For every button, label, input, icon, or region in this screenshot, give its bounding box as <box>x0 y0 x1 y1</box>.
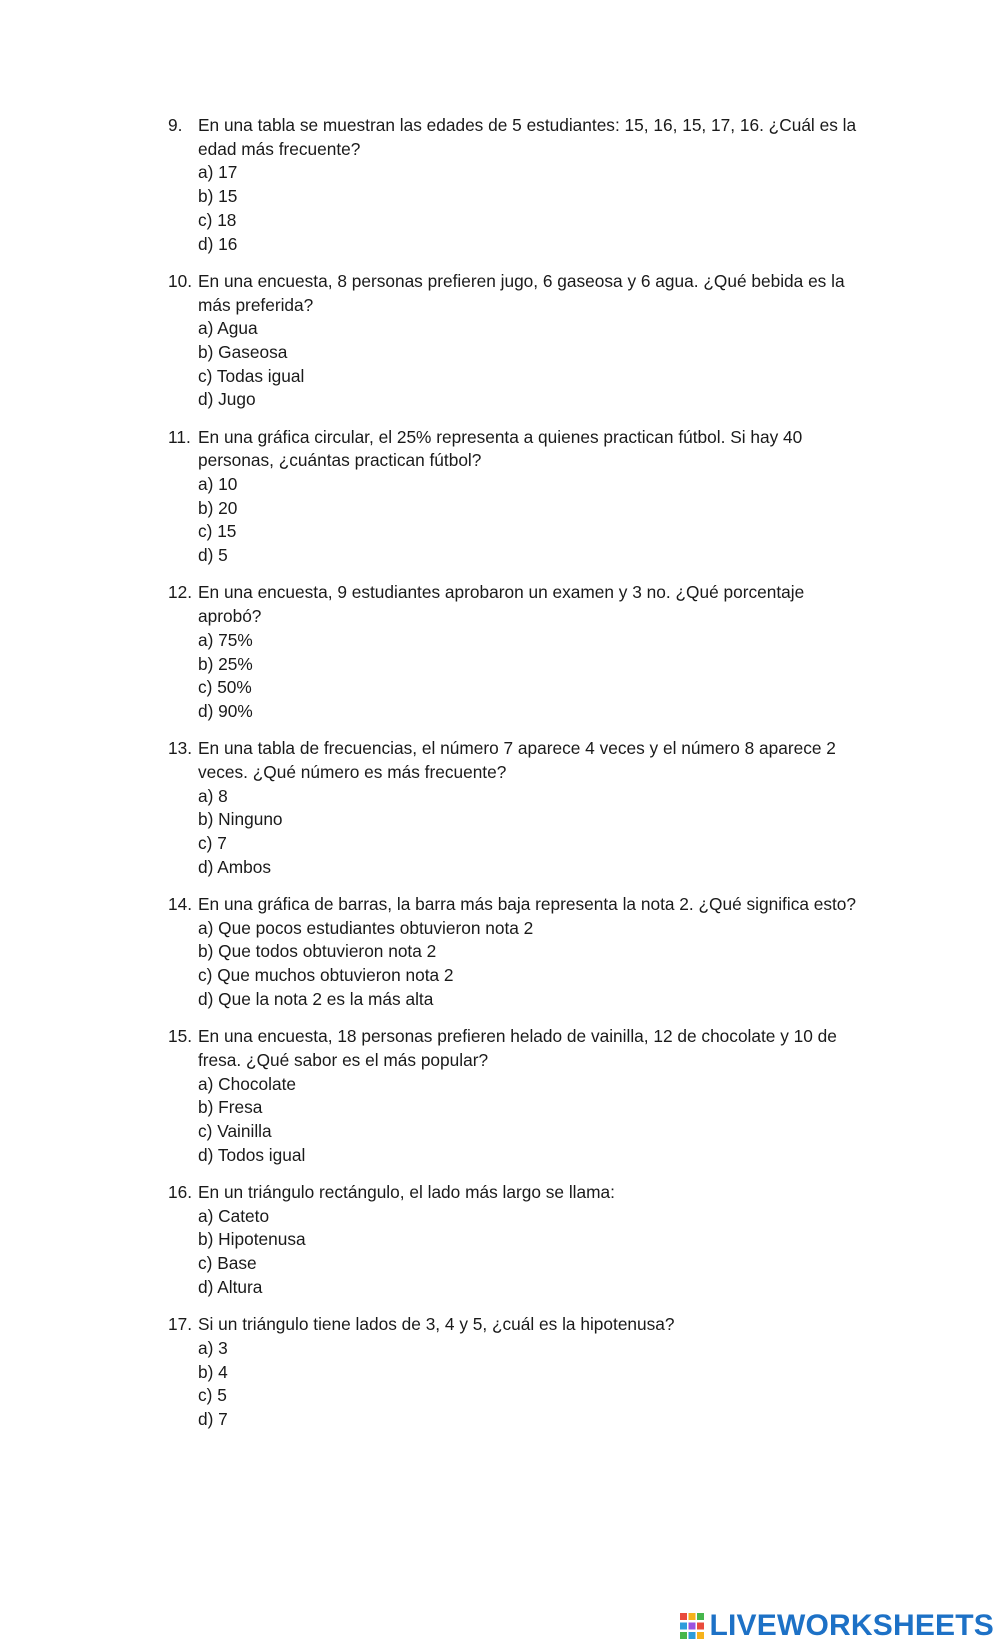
brand-name: LIVEWORKSHEETS <box>709 1609 994 1642</box>
liveworksheets-logo-icon <box>680 1613 704 1639</box>
answer-option: c) 50% <box>198 677 252 698</box>
question-item <box>168 270 858 412</box>
answer-option: b) 25% <box>198 653 253 674</box>
question-number: 16. <box>168 1181 193 1202</box>
answer-options <box>198 1205 858 1300</box>
question-list <box>168 114 858 1445</box>
question-number: 14. <box>168 894 193 915</box>
answer-option: d) Jugo <box>198 389 256 410</box>
answer-option: a) 8 <box>198 785 228 806</box>
answer-option: a) Agua <box>198 318 258 339</box>
answer-option: c) 5 <box>198 1385 227 1406</box>
answer-options <box>198 917 858 1012</box>
question-item <box>168 581 858 723</box>
answer-option: b) Ninguno <box>198 809 283 830</box>
answer-options <box>198 473 858 568</box>
answer-option: d) 5 <box>198 545 228 566</box>
question-item <box>168 1181 858 1300</box>
answer-option: a) Cateto <box>198 1205 270 1226</box>
question-item <box>168 893 858 1012</box>
question-text: En una encuesta, 8 personas prefieren jugo, 6 gaseosa y 6 agua. ¿Qué bebida es la más preferida? <box>198 270 845 315</box>
question-text: En una tabla se muestran las edades de 5 estudiantes: 15, 16, 15, 17, 16. ¿Cuál es la edad más frecuente? <box>198 115 857 159</box>
question-text: En una encuesta, 9 estudiantes aprobaron un examen y 3 no. ¿Qué porcentaje aprobó? <box>198 582 805 627</box>
answer-option: c) 7 <box>198 833 227 854</box>
answer-options <box>198 629 858 724</box>
answer-option: b) Hipotenusa <box>198 1229 306 1250</box>
question-text: Si un triángulo tiene lados de 3, 4 y 5, ¿cuál es la hipotenusa? <box>198 1314 675 1335</box>
answer-option: b) 4 <box>198 1361 228 1382</box>
answer-option: a) 3 <box>198 1337 228 1358</box>
answer-option: c) Vainilla <box>198 1120 272 1141</box>
question-text: En un triángulo rectángulo, el lado más largo se llama: <box>198 1181 615 1202</box>
answer-options <box>198 161 858 256</box>
answer-option: b) 20 <box>198 497 238 518</box>
answer-option: d) 16 <box>198 233 238 254</box>
answer-option: c) Todas igual <box>198 365 305 386</box>
question-number: 15. <box>168 1026 193 1047</box>
question-item <box>168 426 858 568</box>
answer-options <box>198 1337 858 1432</box>
answer-option: a) Que pocos estudiantes obtuvieron nota 2 <box>198 917 534 938</box>
question-number: 11. <box>168 426 191 447</box>
question-number: 12. <box>168 582 193 603</box>
question-text: En una gráfica circular, el 25% representa a quienes practican fútbol. Si hay 40 personas, ¿cuántas practican fútbol? <box>198 426 803 471</box>
answer-option: c) 18 <box>198 209 237 230</box>
question-number: 13. <box>168 738 193 759</box>
question-item <box>168 1025 858 1167</box>
question-text: En una tabla de frecuencias, el número 7 aparece 4 veces y el número 8 aparece 2 veces. ¿Qué número es más frecuente? <box>198 738 836 782</box>
answer-option: c) Que muchos obtuvieron nota 2 <box>198 965 454 986</box>
answer-option: a) 75% <box>198 629 253 650</box>
question-item <box>168 737 858 879</box>
answer-options <box>198 785 858 880</box>
question-text: En una gráfica de barras, la barra más baja representa la nota 2. ¿Qué significa esto? <box>198 894 857 915</box>
question-number: 9. <box>168 115 183 135</box>
question-number: 10. <box>168 270 193 291</box>
answer-option: b) Gaseosa <box>198 341 288 362</box>
answer-options <box>198 317 858 412</box>
answer-option: d) Ambos <box>198 856 271 877</box>
question-item <box>168 1313 858 1432</box>
answer-options <box>198 1073 858 1168</box>
answer-option: b) 15 <box>198 186 238 207</box>
question-item <box>168 114 858 256</box>
answer-option: d) Altura <box>198 1276 263 1297</box>
liveworksheets-brand <box>680 1609 995 1643</box>
answer-option: a) Chocolate <box>198 1073 296 1094</box>
question-text: En una encuesta, 18 personas prefieren helado de vainilla, 12 de chocolate y 10 de fresa. ¿Qué sabor es el más popular? <box>198 1026 837 1070</box>
answer-option: d) 90% <box>198 700 253 721</box>
answer-option: a) 17 <box>198 162 238 183</box>
answer-option: c) Base <box>198 1253 257 1274</box>
answer-option: d) Que la nota 2 es la más alta <box>198 988 434 1009</box>
answer-option: d) 7 <box>198 1408 228 1429</box>
question-number: 17. <box>168 1314 193 1335</box>
answer-option: d) Todos igual <box>198 1144 306 1165</box>
answer-option: b) Fresa <box>198 1097 263 1118</box>
answer-option: c) 15 <box>198 521 237 542</box>
answer-option: a) 10 <box>198 474 238 495</box>
answer-option: b) Que todos obtuvieron nota 2 <box>198 941 437 962</box>
